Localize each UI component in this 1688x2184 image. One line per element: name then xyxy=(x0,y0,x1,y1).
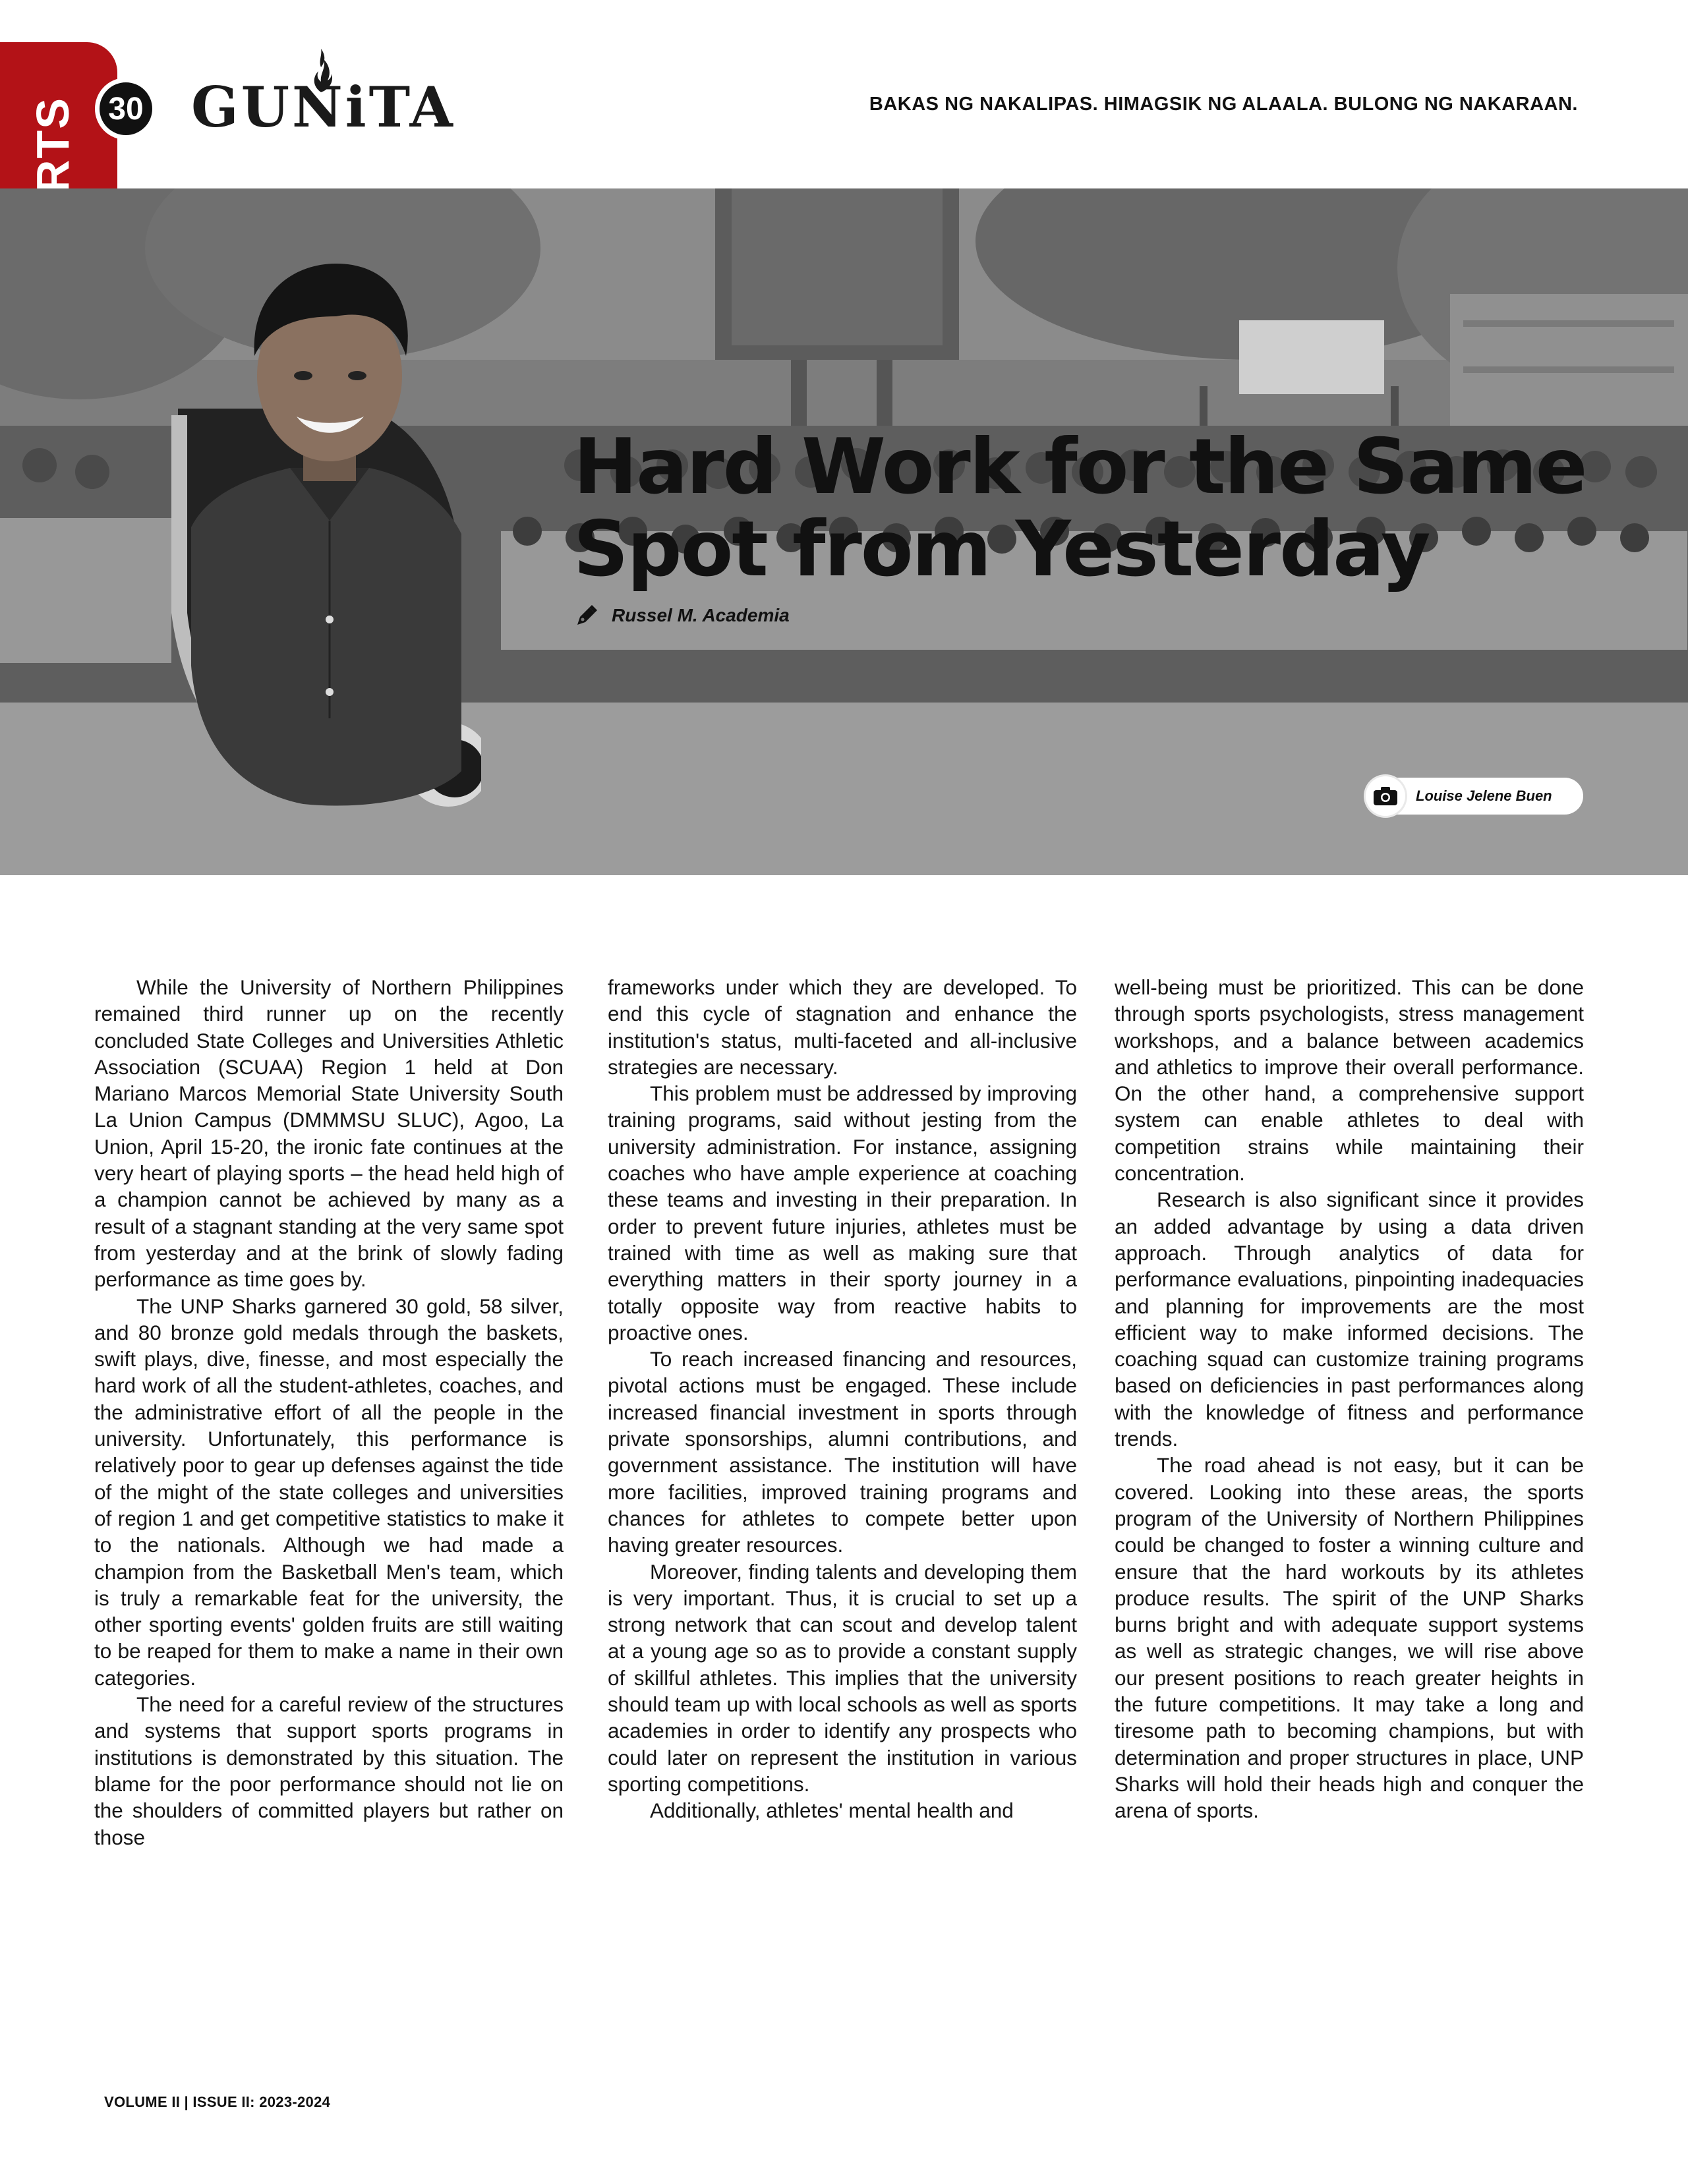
article-title: Hard Work for the Same Spot from Yesterday xyxy=(573,422,1586,594)
photo-credit xyxy=(1367,778,1583,815)
byline xyxy=(573,602,790,629)
paragraph: Research is also significant since it provides an added advantage by using a data driven approach. Through analytics of data for performance evaluations, pinpointing inadequacies and planning for improvements are the most efficient way to make informed decisions. The coaching squad can customize training programs based on deficiencies in past performances along with the knowledge of fitness and performance trends. xyxy=(1115,1188,1584,1451)
paragraph: The need for a careful review of the structures and systems that support sports programs in institutions is demonstrated by this situation. The blame for the poor performance should not lie on the shoulders of committed players but rather on those xyxy=(94,1692,564,1849)
article-column-1 xyxy=(94,974,564,1851)
brand-logo: GUNiTA xyxy=(191,74,455,140)
photographer-name: Louise Jelene Buen xyxy=(1416,788,1552,804)
article-body xyxy=(94,974,1583,1910)
paragraph: The road ahead is not easy, but it can be covered. Looking into these areas, the sports program of the University of Northern Philippines could be changed to foster a winning culture and ensure that the hard workouts by its athletes produce results. The spirit of the UNP Sharks burns bright and with adequate support systems as well as strategic changes, we will rise above our present positions to reach greater heights in the future competitions. It may take a long and tiresome path to becoming champions, but with determination and proper structures in place, UNP Sharks will hold their heads high and conquer the arena of sports. xyxy=(1115,1453,1584,1823)
paragraph: well-being must be prioritized. This can be done through sports psychologists, stress management workshops, and a balance between academics and athletics to improve their overall performance. On the other hand, a comprehensive support system can enable athletes to deal with competition strains while maintaining their concentration. xyxy=(1115,975,1584,1186)
article-column-3 xyxy=(1115,974,1584,1824)
paragraph: This problem must be addressed by improving training programs, said without jesting from the university administration. For instance, assigning coaches who have ample experience at coaching these teams and investing in their preparation. In order to prevent future injuries, athletes must be trained with time as well as making sure that everything matters in their sporty journey in a totally opposite way from reactive habits to proactive ones. xyxy=(608,1081,1077,1344)
author-name: Russel M. Academia xyxy=(612,605,790,625)
paragraph: Additionally, athletes' mental health and xyxy=(650,1798,1014,1823)
page-number: 30 xyxy=(95,78,157,140)
paragraph: While the University of Northern Philippines remained third runner up on the recently concluded State Colleges and Universities Athletic Association (SCUAA) Region 1 held at Don Mariano Marcos Memorial State University South La Union Campus (DMMMSU SLUC), Agoo, La Union, April 15-20, the ironic fate continues at the very heart of playing sports – the head held high of a champion cannot be achieved by many as a result of a stagnant standing at the very same spot from yesterday and at the brink of slowly fading performance as time goes by. xyxy=(94,975,564,1292)
paragraph: The UNP Sharks garnered 30 gold, 58 silver, and 80 bronze gold medals through the baskets, swift plays, dive, finesse, and most especially the hard work of all the student-athletes, coaches, and the administrative effort of all the people in the university. Unfortunately, this performance is relatively poor to gear up defenses against the tide of the might of the state colleges and universities of region 1 and get competitive statistics to make it to the nationals. Although we had made a champion from the Basketball Men's team, which is truly a remarkable feat for the university, the other sporting events' golden fruits are still waiting to be reaped for them to make a name in their own categories. xyxy=(94,1294,564,1690)
issue-footer: VOLUME II | ISSUE II: 2023-2024 xyxy=(104,2094,331,2110)
paragraph: frameworks under which they are developed. To end this cycle of stagnation and enhance the institution's status, multi-faceted and all-inclusive strategies are necessary. xyxy=(608,975,1077,1079)
article-column-2 xyxy=(608,974,1077,1824)
paragraph: To reach increased financing and resources, pivotal actions must be engaged. These include increased financial investment in sports through private sponsorships, alumni contributions, and government assistance. The institution will have more facilities, improved training programs and chances for athletes to compete better upon having greater resources. xyxy=(608,1347,1077,1557)
camera-icon xyxy=(1372,786,1399,807)
paragraph: Moreover, finding talents and developing them is very important. Thus, it is crucial to set up a strong network that can scout and develop talent at a young age so as to provide a constant supply of skillful athletes. This implies that the university should team up with local schools as well as sports academies in order to identify any prospects who could later on represent the institution in various sporting competitions. xyxy=(608,1559,1077,1796)
tagline: BAKAS NG NAKALIPAS. HIMAGSIK NG ALAALA. BULONG NG NAKARAAN. xyxy=(869,94,1578,115)
author-portrait xyxy=(171,244,481,811)
pen-icon xyxy=(573,602,600,629)
